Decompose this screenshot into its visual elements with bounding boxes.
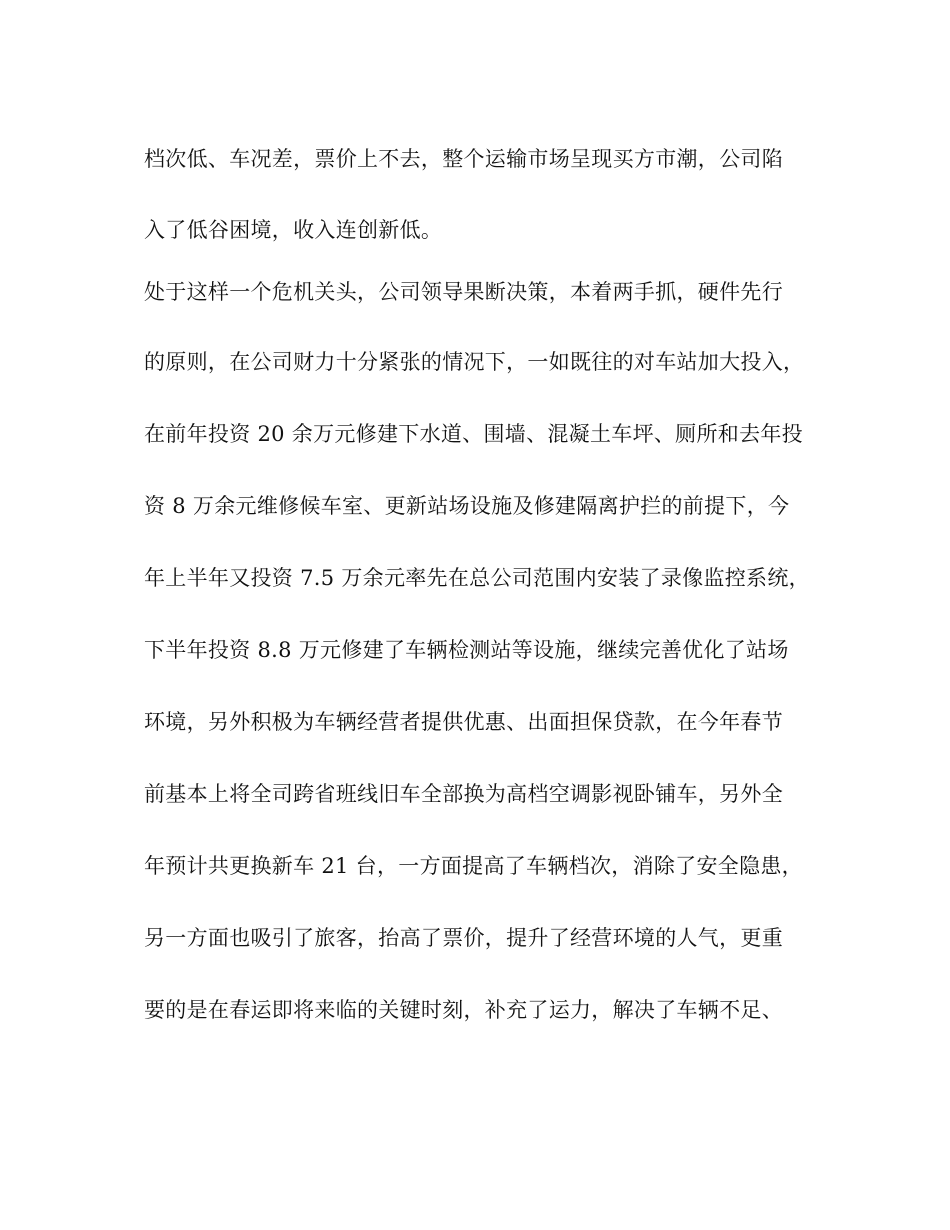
text-line: 另一方面也吸引了旅客，抬高了票价，提升了经营环境的人气，更重 [144, 926, 783, 950]
text-line: 环境，另外积极为车辆经营者提供优惠、出面担保贷款，在今年春节 [144, 710, 783, 734]
text-line: 入了低谷困境，收入连创新低。 [144, 218, 443, 242]
text-line: 下半年投资 8.8 万元修建了车辆检测站等设施，继续完善优化了站场 [144, 638, 789, 662]
text-line: 处于这样一个危机关头，公司领导果断决策，本着两手抓，硬件先行 [144, 280, 783, 304]
text-line: 档次低、车况差，票价上不去，整个运输市场呈现买方市潮，公司陷 [144, 147, 783, 171]
text-line: 年预计共更换新车 21 台，一方面提高了车辆档次，消除了安全隐患， [144, 854, 803, 878]
text-line: 在前年投资 20 余万元修建下水道、围墙、混凝土车坪、厕所和去年投 [144, 422, 803, 446]
text-line: 年上半年又投资 7.5 万余元率先在总公司范围内安装了录像监控系统， [144, 566, 810, 590]
text-line: 的原则，在公司财力十分紧张的情况下，一如既往的对车站加大投入， [144, 350, 805, 374]
text-line: 资 8 万余元维修候车室、更新站场设施及修建隔离护拦的前提下，今 [144, 494, 790, 518]
text-line: 要的是在春运即将来临的关键时刻，补充了运力，解决了车辆不足、 [144, 998, 783, 1022]
text-line: 前基本上将全司跨省班线旧车全部换为高档空调影视卧铺车，另外全 [144, 782, 783, 806]
